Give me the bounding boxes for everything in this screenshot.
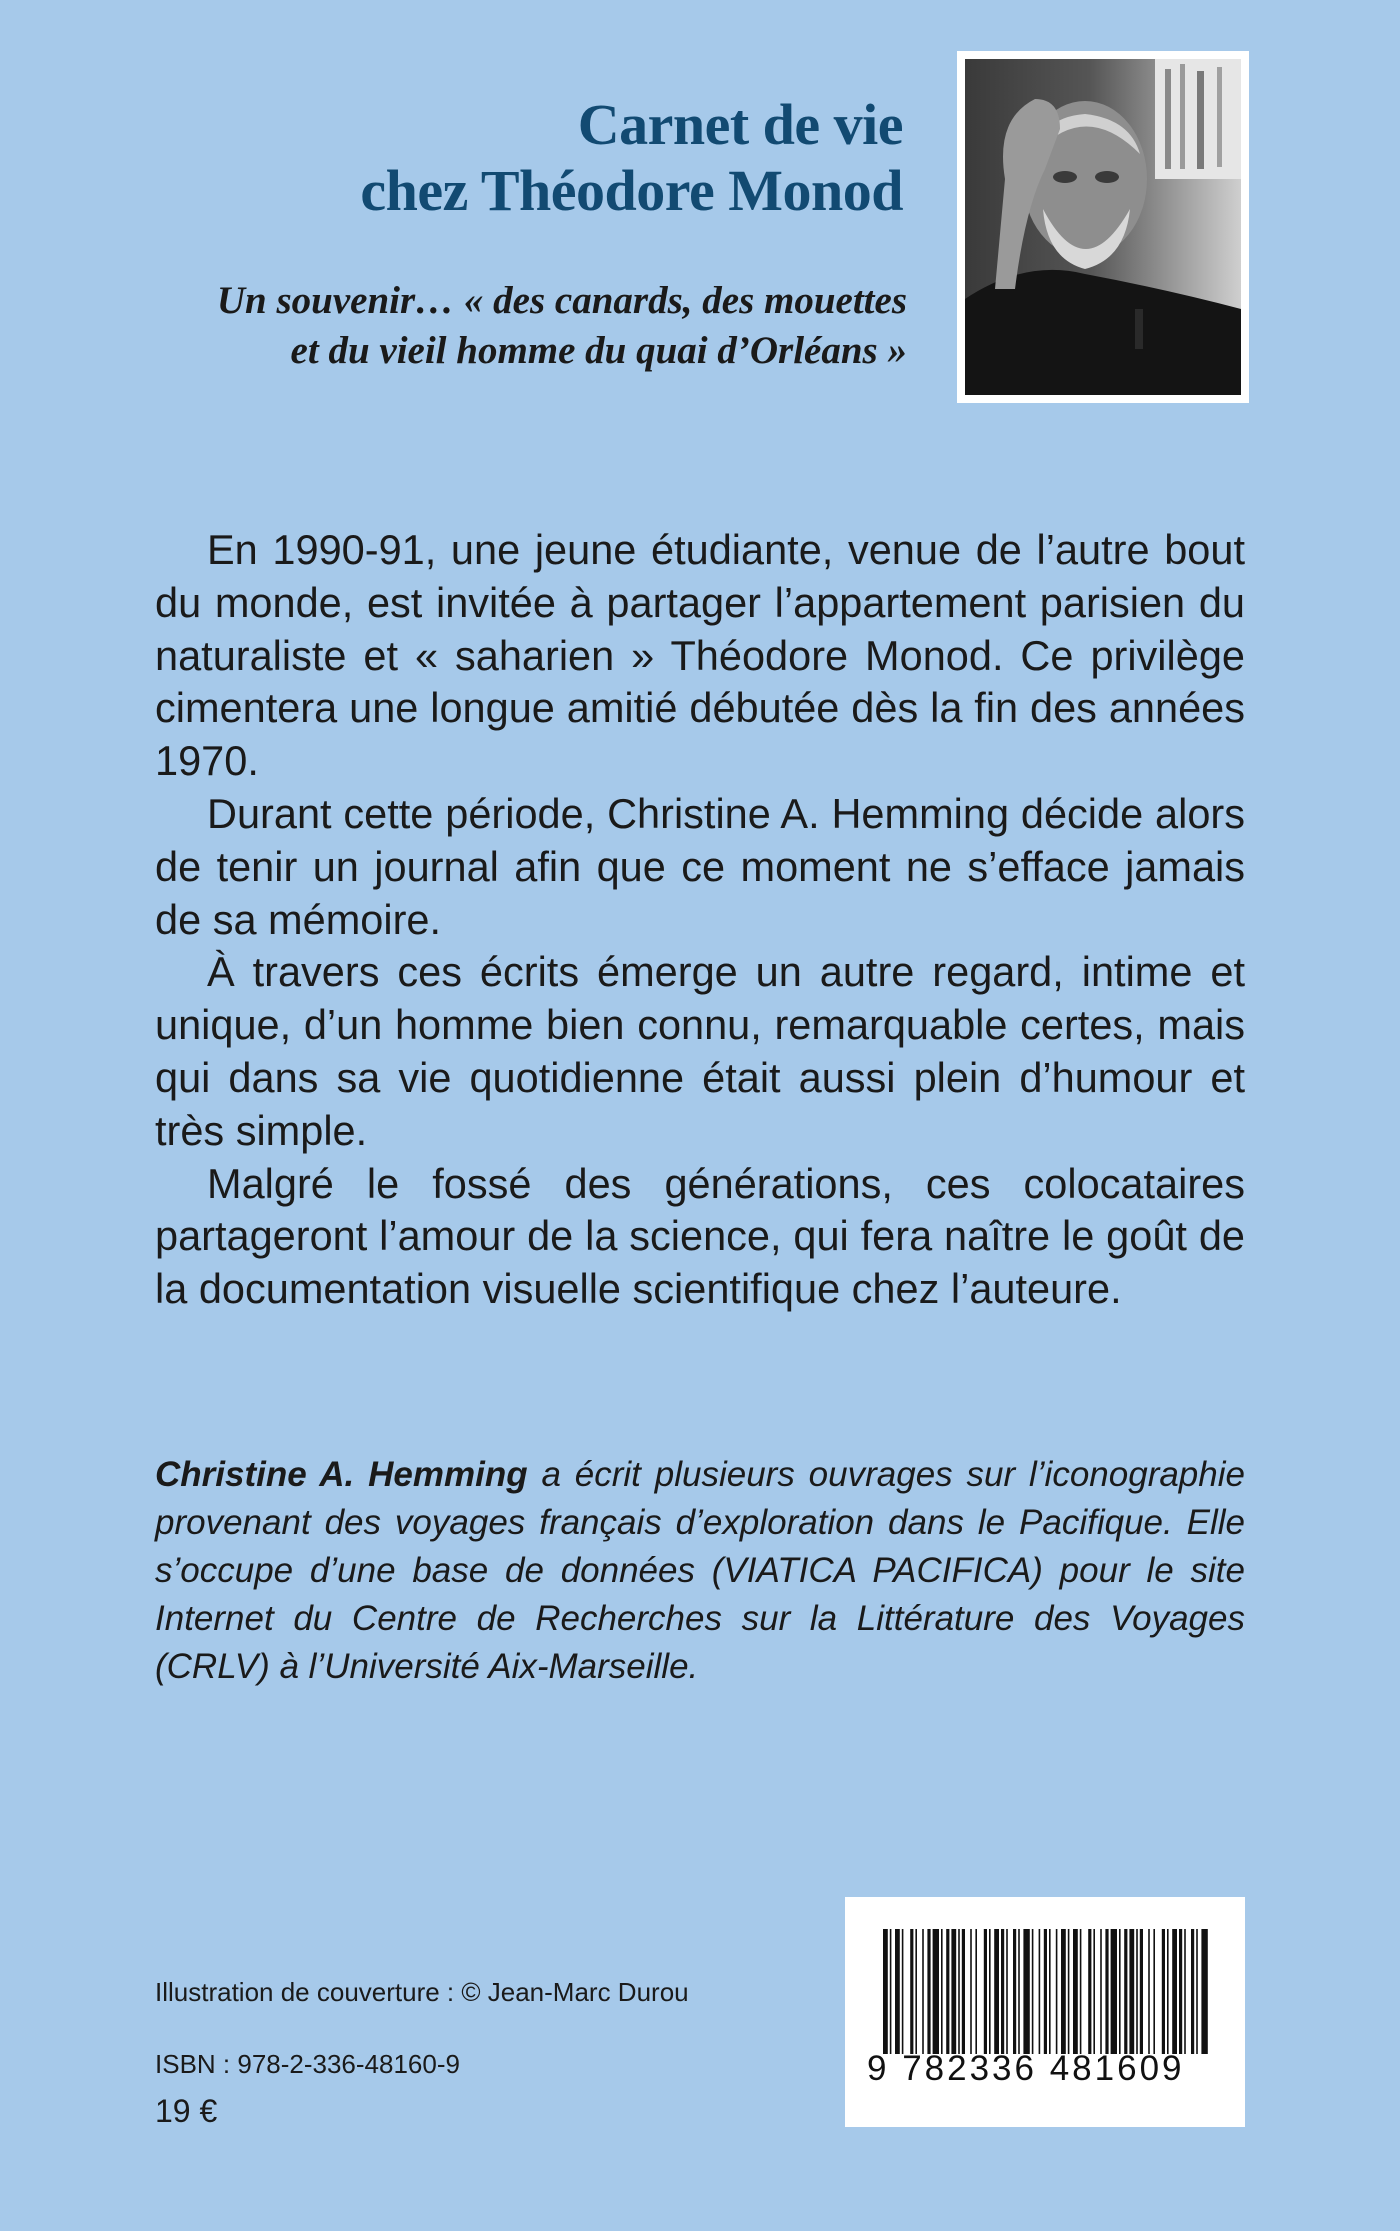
author-portrait-photo <box>957 51 1249 403</box>
barcode-bar <box>1184 1929 1186 2054</box>
author-bio <box>155 1451 1245 1691</box>
barcode-bar <box>927 1929 930 2054</box>
barcode-bar <box>1172 1929 1177 2054</box>
barcode-bar <box>975 1929 977 2054</box>
barcode-bar <box>1167 1929 1169 2054</box>
barcode-bar <box>1023 1929 1029 2054</box>
barcode-bar <box>946 1929 949 2054</box>
book-title-line-1: Carnet de vie <box>577 92 903 157</box>
barcode-bar <box>1196 1929 1198 2054</box>
barcode-bar <box>1032 1929 1034 2054</box>
barcode-bar <box>1056 1929 1058 2054</box>
price: 19 € <box>155 2093 218 2129</box>
back-cover-summary <box>155 524 1245 1316</box>
barcode-bar <box>1148 1929 1150 2054</box>
barcode-bar <box>1140 1929 1143 2054</box>
barcode-bar <box>970 1929 972 2054</box>
barcode-bar <box>1006 1929 1008 2054</box>
barcode-bar <box>1153 1929 1155 2054</box>
barcode-bar <box>1049 1929 1051 2054</box>
book-subtitle <box>217 276 907 376</box>
isbn: ISBN : 978-2-336-48160-9 <box>155 2049 460 2079</box>
barcode-bar <box>951 1929 956 2054</box>
book-subtitle-line-2: et du vieil homme du quai d’Orléans » <box>290 329 907 372</box>
barcode-bar <box>1179 1929 1182 2054</box>
barcode-bar <box>1162 1929 1165 2054</box>
barcode-bar <box>902 1929 904 2054</box>
barcode-bar <box>1119 1929 1121 2054</box>
summary-paragraph-2: Durant cette période, Christine A. Hemming décide alors de tenir un journal afin que ce moment ne s’efface jamais de sa mémoire. <box>155 789 1245 943</box>
barcode <box>845 1897 1245 2127</box>
barcode-bar <box>933 1929 939 2054</box>
barcode-bar <box>962 1929 965 2054</box>
book-title-line-2: chez Théodore Monod <box>360 158 903 223</box>
barcode-bar <box>1191 1929 1194 2054</box>
barcode-bar <box>895 1929 900 2054</box>
barcode-bar <box>1013 1929 1016 2054</box>
barcode-bar <box>984 1929 987 2054</box>
barcode-bar <box>994 1929 999 2054</box>
summary-paragraph-3: À travers ces écrits émerge un autre regard, intime et unique, d’un homme bien connu, remarquable certes, mais qui dans sa vie quotidienne était aussi plein d’humour et très simple. <box>155 948 1245 1154</box>
barcode-bar <box>1088 1929 1091 2054</box>
barcode-digits: 9 782336 481609 <box>867 2049 1185 2088</box>
author-name: Christine A. Hemming <box>155 1455 528 1494</box>
cover-illustration-credit: Illustration de couverture : © Jean-Marc Durou <box>155 1977 689 2007</box>
barcode-bar <box>1124 1929 1127 2054</box>
barcode-bar <box>1111 1929 1117 2054</box>
barcode-bars-icon <box>875 1929 1215 2054</box>
barcode-bar <box>1018 1929 1020 2054</box>
author-bio-text: a écrit plusieurs ouvrages sur l’iconographie provenant des voyages français d’exploration dans le Pacifique. Elle s’occupe d’une base de données (VIATICA PACIFICA) pour le site Internet du Centre de Recherches sur la Littérature des Voyages (CRLV) à l’Université Aix-Marseille. <box>155 1455 1245 1686</box>
book-title <box>360 92 903 224</box>
barcode-bar <box>941 1929 943 2054</box>
barcode-bar <box>1073 1929 1078 2054</box>
book-subtitle-line-1: Un souvenir… « des canards, des mouettes <box>216 279 907 322</box>
barcode-bar <box>1080 1929 1082 2054</box>
portrait-photo-icon <box>965 59 1241 395</box>
barcode-bar <box>1100 1929 1102 2054</box>
barcode-bar <box>910 1929 913 2054</box>
barcode-bar <box>1093 1929 1095 2054</box>
barcode-bar <box>989 1929 991 2054</box>
barcode-bar <box>1044 1929 1047 2054</box>
barcode-bar <box>1039 1929 1041 2054</box>
barcode-bar <box>883 1929 888 2054</box>
barcode-bar <box>1105 1929 1108 2054</box>
barcode-bar <box>1201 1929 1207 2054</box>
barcode-bar <box>1061 1929 1066 2054</box>
summary-paragraph-1: En 1990-91, une jeune étudiante, venue de l’autre bout du monde, est invitée à partager l’appartement parisien du naturaliste et « saharien » Théodore Monod. Ce privilège cimentera une longue amitié débutée dès la fin des années 1970. <box>155 526 1245 785</box>
summary-paragraph-4: Malgré le fossé des générations, ces colocataires partageront l’amour de la science, qui fera naître le goût de la documentation visuelle scientifique chez l’auteure. <box>155 1159 1245 1313</box>
barcode-bar <box>1001 1929 1004 2054</box>
barcode-bar <box>1136 1929 1138 2054</box>
barcode-bar <box>915 1929 917 2054</box>
barcode-bar <box>890 1929 892 2054</box>
barcode-bar <box>922 1929 924 2054</box>
barcode-bar <box>1068 1929 1070 2054</box>
barcode-bar <box>958 1929 960 2054</box>
barcode-bar <box>1129 1929 1134 2054</box>
